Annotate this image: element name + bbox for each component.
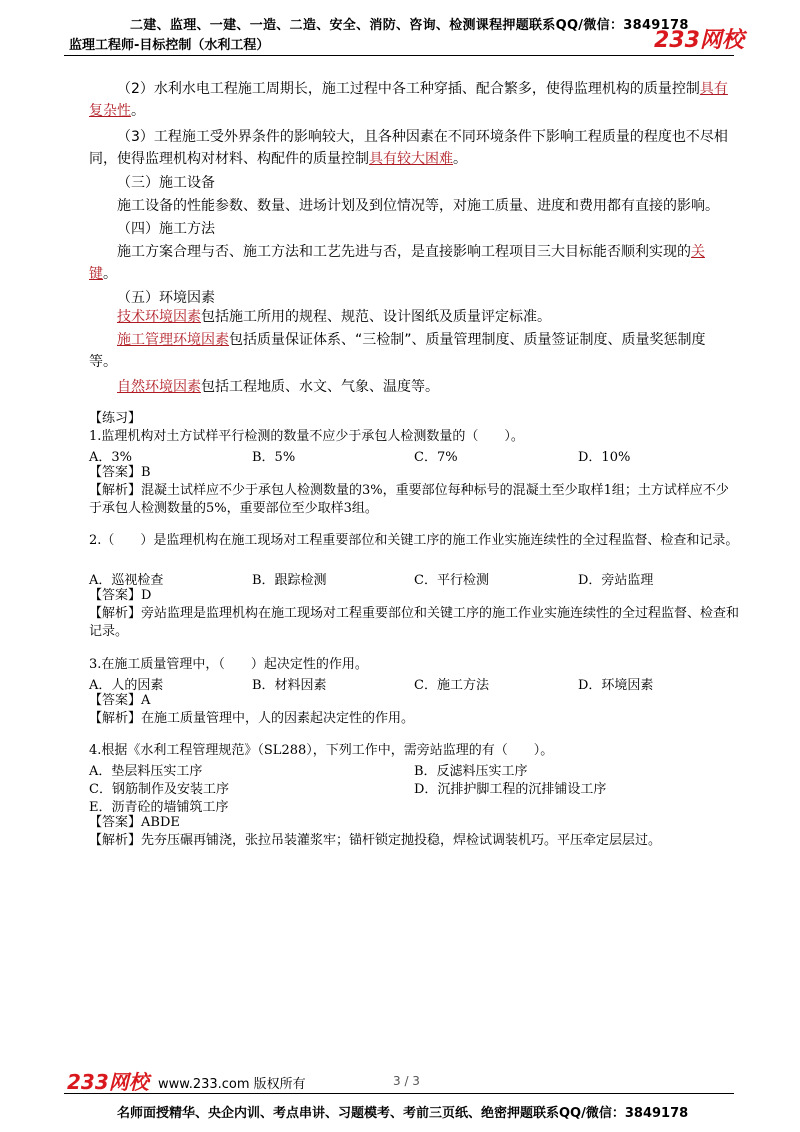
text: （2）水利水电工程施工周期长，施工过程中各工种穿插、配合繁多，使得监理机构的质量控制 bbox=[117, 81, 700, 97]
q1-answer: 【答案】B bbox=[89, 465, 151, 480]
q2-option-b: B．跟踪检测 bbox=[252, 573, 327, 588]
text: 包括施工所用的规程、规范、设计图纸及质量评定标准。 bbox=[201, 309, 551, 325]
q4-stem: 4.根据《水利工程管理规范》（SL288），下列工作中，需旁站监理的有（ ）。 bbox=[89, 743, 554, 758]
footer-copyright[interactable]: www.233.com 版权所有 bbox=[158, 1077, 306, 1092]
q1-option-b: B．5% bbox=[252, 450, 296, 465]
text: 。 bbox=[103, 266, 117, 282]
header-contact-line: 二建、监理、一建、一造、二造、安全、消防、咨询、检测课程押题联系QQ/微信：3849178 bbox=[130, 18, 689, 33]
paragraph-mgmt-env bbox=[89, 329, 729, 373]
highlight-text: 具有复杂性 bbox=[89, 81, 728, 119]
highlight-text: 具有较大困难 bbox=[369, 151, 453, 167]
highlight-text: 自然环境因素 bbox=[117, 379, 201, 395]
highlight-text: 施工管理环境因素 bbox=[117, 332, 229, 348]
footer-contact-line: 名师面授精华、央企内训、考点串讲、习题模考、考前三页纸、绝密押题联系QQ/微信：3849178 bbox=[117, 1106, 689, 1121]
text: （3）工程施工受外界条件的影响较大，且各种因素在不同环境条件下影响工程质量的程度也不尽相同，使得监理机构对材料、构配件的质量控制 bbox=[89, 129, 728, 167]
q4-option-b: B．反滤料压实工序 bbox=[414, 764, 528, 779]
q4-answer: 【答案】ABDE bbox=[89, 815, 180, 830]
heading-method: （四）施工方法 bbox=[117, 221, 215, 237]
q2-answer: 【答案】D bbox=[89, 588, 152, 603]
text: 。 bbox=[131, 103, 145, 119]
text: 施工方案合理与否、施工方法和工艺先进与否，是直接影响工程项目三大目标能否顺利实现的 bbox=[117, 244, 691, 260]
paragraph-equipment: 施工设备的性能参数、数量、进场计划及到位情况等，对施工质量、进度和费用都有直接的影响。 bbox=[117, 198, 719, 214]
text: 。 bbox=[453, 151, 467, 167]
highlight-text: 关键 bbox=[89, 244, 705, 282]
q1-option-d: D．10% bbox=[578, 450, 631, 465]
q1-analysis: 【解析】混凝土试样应不少于承包人检测数量的3%，重要部位每种标号的混凝土至少取样1组；土方试样应不少于承包人检测数量的5%，重要部位至少取样3组。 bbox=[89, 483, 729, 516]
q3-answer: 【答案】A bbox=[89, 693, 151, 708]
paragraph-complexity bbox=[89, 78, 729, 122]
q4-option-c: C．钢筋制作及安装工序 bbox=[89, 782, 229, 797]
paragraph-natural-env bbox=[89, 376, 729, 398]
page-number: 3 / 3 bbox=[393, 1074, 420, 1088]
q4-option-d: D．沉排护脚工程的沉排铺设工序 bbox=[414, 782, 607, 797]
header-logo[interactable]: 233网校 bbox=[654, 28, 744, 53]
header-divider bbox=[64, 55, 734, 56]
q1-option-c: C．7% bbox=[414, 450, 458, 465]
footer-logo[interactable]: 233网校 bbox=[67, 1070, 149, 1094]
q3-option-c: C．施工方法 bbox=[414, 678, 489, 693]
heading-equipment: （三）施工设备 bbox=[117, 175, 215, 191]
text: 包括工程地质、水文、气象、温度等。 bbox=[201, 379, 439, 395]
paragraph-tech-env bbox=[89, 306, 729, 328]
q2-option-a: A．巡视检查 bbox=[89, 573, 164, 588]
q3-stem: 3.在施工质量管理中，（ ）起决定性的作用。 bbox=[89, 657, 368, 672]
q2-analysis: 【解析】旁站监理是监理机构在施工现场对工程重要部位和关键工序的施工作业实施连续性的全过程监督、检查和记录。 bbox=[89, 606, 740, 639]
paragraph-method bbox=[89, 241, 729, 285]
q3-option-b: B．材料因素 bbox=[252, 678, 327, 693]
highlight-text: 技术环境因素 bbox=[117, 309, 201, 325]
q3-option-a: A．人的因素 bbox=[89, 678, 164, 693]
text: 包括质量保证体系、“三检制”、质量管理制度、质量签证制度、质量奖惩制度等。 bbox=[89, 332, 706, 370]
q2-option-c: C．平行检测 bbox=[414, 573, 489, 588]
q3-option-d: D．环境因素 bbox=[578, 678, 654, 693]
exercise-title: 【练习】 bbox=[89, 411, 142, 426]
footer-divider bbox=[64, 1093, 734, 1094]
paragraph-difficulty bbox=[89, 126, 729, 170]
q4-analysis: 【解析】先夯压碾再铺浇，张拉吊装灌浆牢；锚杆锁定抛投稳，焊检试调装机巧。平压牵定层层过。 bbox=[89, 833, 662, 848]
header-subject-title: 监理工程师-目标控制（水利工程） bbox=[69, 38, 270, 53]
q4-option-a: A．垫层料压实工序 bbox=[89, 764, 203, 779]
heading-environment: （五）环境因素 bbox=[117, 290, 215, 306]
q2-stem: 2.（ ）是监理机构在施工现场对工程重要部位和关键工序的施工作业实施连续性的全过程监督、检查和记录。 bbox=[89, 533, 739, 548]
q2-option-d: D．旁站监理 bbox=[578, 573, 654, 588]
q1-option-a: A．3% bbox=[89, 450, 133, 465]
q4-option-e: E．沥青砼的墙铺筑工序 bbox=[89, 800, 229, 815]
q1-stem: 1.监理机构对土方试样平行检测的数量不应少于承包人检测数量的（ ）。 bbox=[89, 429, 524, 444]
q3-analysis: 【解析】在施工质量管理中，人的因素起决定性的作用。 bbox=[89, 711, 415, 726]
